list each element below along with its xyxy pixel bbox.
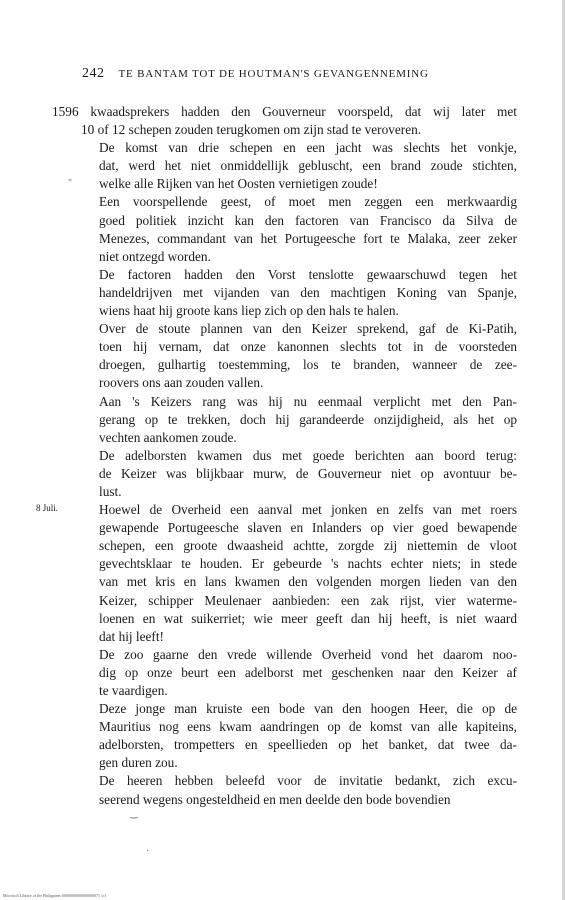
text-line: welke alle Rijken van het Oosten vernietigen zoude! — [99, 176, 378, 192]
text-line: vechten aankomen zoude. — [99, 429, 237, 445]
text-line: gewapende Portugeesche slaven en Inlanders op vier goed bewapende — [99, 520, 517, 536]
paragraph — [81, 646, 517, 700]
paragraph — [81, 700, 517, 772]
text-line: dat, werd het niet onmiddellijk gebluscht, een brand zoude stichten, — [99, 158, 517, 174]
text-line: De factoren hadden den Vorst tenslotte gewaarschuwd tegen het — [99, 266, 517, 282]
margin-date-note: 8 Juli. — [36, 503, 59, 513]
text-line: de Keizer was blijkbaar murw, de Gouverneur niet op avontuur be- — [99, 465, 517, 481]
text-line: Een voorspellende geest, of moet men zeggen een merkwaardig — [99, 194, 517, 210]
paragraph — [81, 320, 517, 392]
text-line: niet ontzegd worden. — [99, 248, 211, 264]
text-line: De komst van drie schepen en een jacht was slechts het vonkje, — [99, 140, 517, 156]
text-line: toen hij vernam, dat onze kanonnen slechts tot in de voorsteden — [99, 339, 517, 355]
text-line: Over de stoute plannen van den Keizer sprekend, gaf de Ki-Patih, — [99, 321, 517, 337]
paragraph — [81, 501, 517, 646]
ink-mark: ‿ — [130, 808, 139, 819]
text-line: gevechtsklaar te houden. Er gebeurde 's nachts echter niets; in stede — [99, 556, 517, 572]
text-line: adelborsten, trompetters en speellieden op het banket, dat twee da- — [99, 737, 517, 753]
paragraph — [81, 266, 517, 320]
text-line: De zoo gaarne den vrede willende Overheid vond het daarom noo- — [99, 646, 517, 662]
paragraph — [81, 193, 517, 265]
text-line: te vaardigen. — [99, 683, 168, 698]
running-header — [82, 64, 482, 82]
text-line: loenen en wat suikerriet; wie meer geeft dan hij heeft, is niet waard — [99, 610, 517, 626]
ink-mark: " — [68, 178, 73, 189]
text-line: Keizer, schipper Meulenaer aanbieden: een zak rijst, vier waterme- — [99, 592, 517, 608]
text-line: Mauritius nog eens kwam aandringen op de komst van alle kapiteins, — [99, 719, 517, 735]
text-line: 1596 kwaadsprekers hadden den Gouverneur voorspeld, dat wij later met — [52, 104, 517, 119]
text-line: van met kris en lans kwamen den volgenden morgen lieden van den — [99, 574, 517, 590]
body-text — [52, 103, 517, 809]
text-line: handeldrijven met vijanden van den machtigen Koning van Spanje, — [99, 284, 517, 300]
text-line: lust. — [99, 483, 122, 499]
paragraph — [81, 393, 517, 447]
header-title: TE BANTAM TOT DE HOUTMAN'S GEVANGENNEMING — [118, 68, 429, 80]
text-line: Menezes, commandant van het Portugeesche fort te Malaka, zeer zeker — [99, 230, 517, 246]
text-line: roovers ons aan zouden vallen. — [99, 375, 264, 391]
paragraph — [52, 103, 517, 139]
paragraph — [81, 447, 517, 501]
text-line: dig op onze beurt een adelborst met geschenken naar den Keizer af — [99, 664, 517, 680]
ink-mark: · — [146, 846, 150, 857]
text-line: De heeren hebben beleefd voor de invitatie bedankt, zich excu- — [99, 773, 517, 789]
text-line: goed politiek inzicht kan den factoren van Francisco da Silva de — [99, 212, 517, 228]
text-line: Aan 's Keizers rang was hij nu eenmaal verplicht met den Pan- — [99, 393, 517, 409]
text-line: droegen, gulhartig toestemming, los te branden, wanneer de zee- — [99, 357, 517, 373]
paragraph — [81, 772, 517, 808]
text-line: Deze jonge man kruiste een bode van den hoogen Heer, die op de — [99, 701, 517, 717]
paragraph — [81, 139, 517, 193]
page-number: 242 — [82, 66, 105, 81]
text-line: 10 of 12 schepen zouden terugkomen om zijn stad te veroveren. — [81, 122, 422, 138]
text-line: seerend wegens ongesteldheid en men deelde den bode bovendien — [99, 791, 451, 807]
scan-footer: Microsoft Library of the Philippines 0000000000000000071 1c1 — [3, 893, 107, 898]
text-line: gen duren zou. — [99, 755, 178, 771]
text-line: dat hij leeft! — [99, 628, 164, 644]
text-line: Hoewel de Overheid een aanval met jonken en zelfs van met roers — [99, 502, 517, 518]
text-line: De adelborsten kwamen dus met goede berichten aan boord terug: — [99, 447, 517, 463]
text-line: wiens haat hij groote kans liep zich op den hals te halen. — [99, 303, 399, 319]
text-line: gerang op te trekken, doch hij garandeerde onzijdigheid, als het op — [99, 411, 517, 427]
text-line: schepen, een groote dwaasheid achtte, zorgde zij niettemin de vloot — [99, 538, 517, 554]
